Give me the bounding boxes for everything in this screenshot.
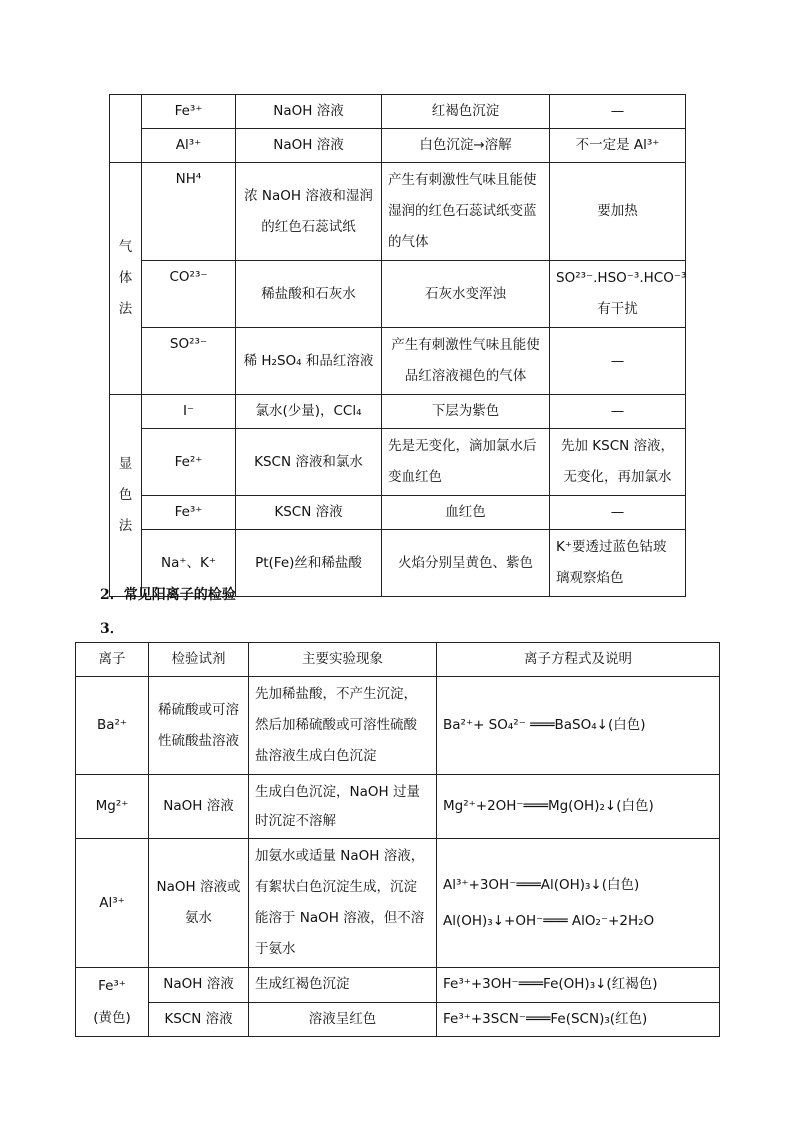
table-header-row: [76, 643, 720, 677]
ion-cell: [76, 968, 149, 1037]
note-cell: 先加 KSCN 溶液，无变化，再加氯水: [550, 429, 686, 496]
phenomenon-cell: 血红色: [382, 496, 550, 530]
phenomenon-cell: 产生有刺激性气味且能使湿润的红色石蕊试纸变蓝的气体: [382, 163, 550, 261]
table-row: [110, 429, 686, 496]
reagent-cell: KSCN 溶液: [236, 496, 382, 530]
reagent-cell: 氯水(少量)，CCl₄: [236, 395, 382, 429]
note-cell: K⁺要透过蓝色钴玻璃观察焰色: [550, 530, 686, 597]
reagent-cell: 稀硫酸或可溶性硫酸盐溶液: [149, 677, 249, 775]
phenomenon-cell: 生成白色沉淀，NaOH 过量时沉淀不溶解: [249, 775, 437, 839]
section-heading-3: 3．: [100, 621, 124, 637]
equation-line: Al³⁺+3OH⁻═══Al(OH)₃↓(白色): [443, 877, 640, 893]
reagent-cell: NaOH 溶液: [149, 968, 249, 1003]
column-header: 离子方程式及说明: [437, 643, 720, 677]
column-header: 主要实验现象: [249, 643, 437, 677]
column-header: 离子: [76, 643, 149, 677]
ion-test-table-1: [109, 94, 686, 597]
ion-cell: Fe³⁺: [142, 496, 236, 530]
ion-color-note: (黄色): [93, 1010, 131, 1026]
reagent-cell: KSCN 溶液和氯水: [236, 429, 382, 496]
reagent-cell: 稀 H₂SO₄ 和品红溶液: [236, 328, 382, 395]
note-cell: 要加热: [550, 163, 686, 261]
reagent-cell: NaOH 溶液: [236, 95, 382, 129]
table-row: [110, 163, 686, 261]
table-row: [110, 496, 686, 530]
equation-cell: Mg²⁺+2OH⁻═══Mg(OH)₂↓(白色): [437, 775, 720, 839]
reagent-cell: KSCN 溶液: [149, 1002, 249, 1037]
reagent-cell: Pt(Fe)丝和稀盐酸: [236, 530, 382, 597]
ion-cell: NH⁴: [142, 163, 236, 261]
phenomenon-cell: 红褐色沉淀: [382, 95, 550, 129]
equation-cell: [437, 839, 720, 968]
phenomenon-cell: 溶液呈红色: [249, 1002, 437, 1037]
phenomenon-cell: 下层为紫色: [382, 395, 550, 429]
phenomenon-cell: 加氨水或适量 NaOH 溶液，有絮状白色沉淀生成，沉淀能溶于 NaOH 溶液，但不溶于氨水: [249, 839, 437, 968]
table-row: [76, 775, 720, 839]
cation-test-table: [75, 642, 720, 1037]
phenomenon-cell: 火焰分别呈黄色、紫色: [382, 530, 550, 597]
reagent-cell: 浓 NaOH 溶液和湿润的红色石蕊试纸: [236, 163, 382, 261]
note-cell: —: [550, 328, 686, 395]
phenomenon-cell: 先是无变化，滴加氯水后变血红色: [382, 429, 550, 496]
phenomenon-cell: 先加稀盐酸，不产生沉淀，然后加稀硫酸或可溶性硫酸盐溶液生成白色沉淀: [249, 677, 437, 775]
phenomenon-cell: 产生有刺激性气味且能使品红溶液褪色的气体: [382, 328, 550, 395]
reagent-cell: NaOH 溶液: [149, 775, 249, 839]
reagent-cell: NaOH 溶液或氨水: [149, 839, 249, 968]
equation-cell: Fe³⁺+3SCN⁻═══Fe(SCN)₃(红色): [437, 1002, 720, 1037]
phenomenon-cell: 白色沉淀→溶解: [382, 129, 550, 163]
note-cell: —: [550, 496, 686, 530]
reagent-cell: 稀盐酸和石灰水: [236, 261, 382, 328]
ion-cell: Ba²⁺: [76, 677, 149, 775]
table-row: [110, 261, 686, 328]
table-row: [76, 677, 720, 775]
ion-cell: I⁻: [142, 395, 236, 429]
ion-cell: CO²³⁻: [142, 261, 236, 328]
ion-cell: Fe³⁺: [142, 95, 236, 129]
reagent-cell: NaOH 溶液: [236, 129, 382, 163]
equation-cell: Ba²⁺+ SO₄²⁻ ═══BaSO₄↓(白色): [437, 677, 720, 775]
ion-label: Fe³⁺: [98, 978, 126, 994]
table-row: [76, 839, 720, 968]
category-cell: [110, 163, 142, 395]
phenomenon-cell: 石灰水变浑浊: [382, 261, 550, 328]
category-cell: [110, 95, 142, 163]
note-cell: SO²³⁻.HSO⁻³.HCO⁻³ 有干扰: [550, 261, 686, 328]
ion-cell: Mg²⁺: [76, 775, 149, 839]
table-row: [110, 129, 686, 163]
table-row: [76, 968, 720, 1003]
equation-cell: Fe³⁺+3OH⁻═══Fe(OH)₃↓(红褐色): [437, 968, 720, 1003]
table-row: [110, 395, 686, 429]
category-label: 显色法: [118, 456, 133, 534]
equation-line: Al(OH)₃↓+OH⁻═══ AlO₂⁻+2H₂O: [443, 913, 655, 929]
ion-cell: Fe²⁺: [142, 429, 236, 496]
section-heading-2: 2．常见阳离子的检验: [100, 587, 236, 603]
column-header: 检验试剂: [149, 643, 249, 677]
ion-cell: Al³⁺: [142, 129, 236, 163]
category-cell: [110, 395, 142, 597]
note-cell: —: [550, 95, 686, 129]
ion-cell: Al³⁺: [76, 839, 149, 968]
phenomenon-cell: 生成红褐色沉淀: [249, 968, 437, 1003]
table-row: [110, 328, 686, 395]
ion-cell: SO²³⁻: [142, 328, 236, 395]
table-row: [110, 95, 686, 129]
note-cell: 不一定是 Al³⁺: [550, 129, 686, 163]
table-row: [76, 1002, 720, 1037]
note-cell: —: [550, 395, 686, 429]
category-label: 气体法: [118, 239, 133, 317]
ion-cell: Na⁺、K⁺: [142, 530, 236, 597]
